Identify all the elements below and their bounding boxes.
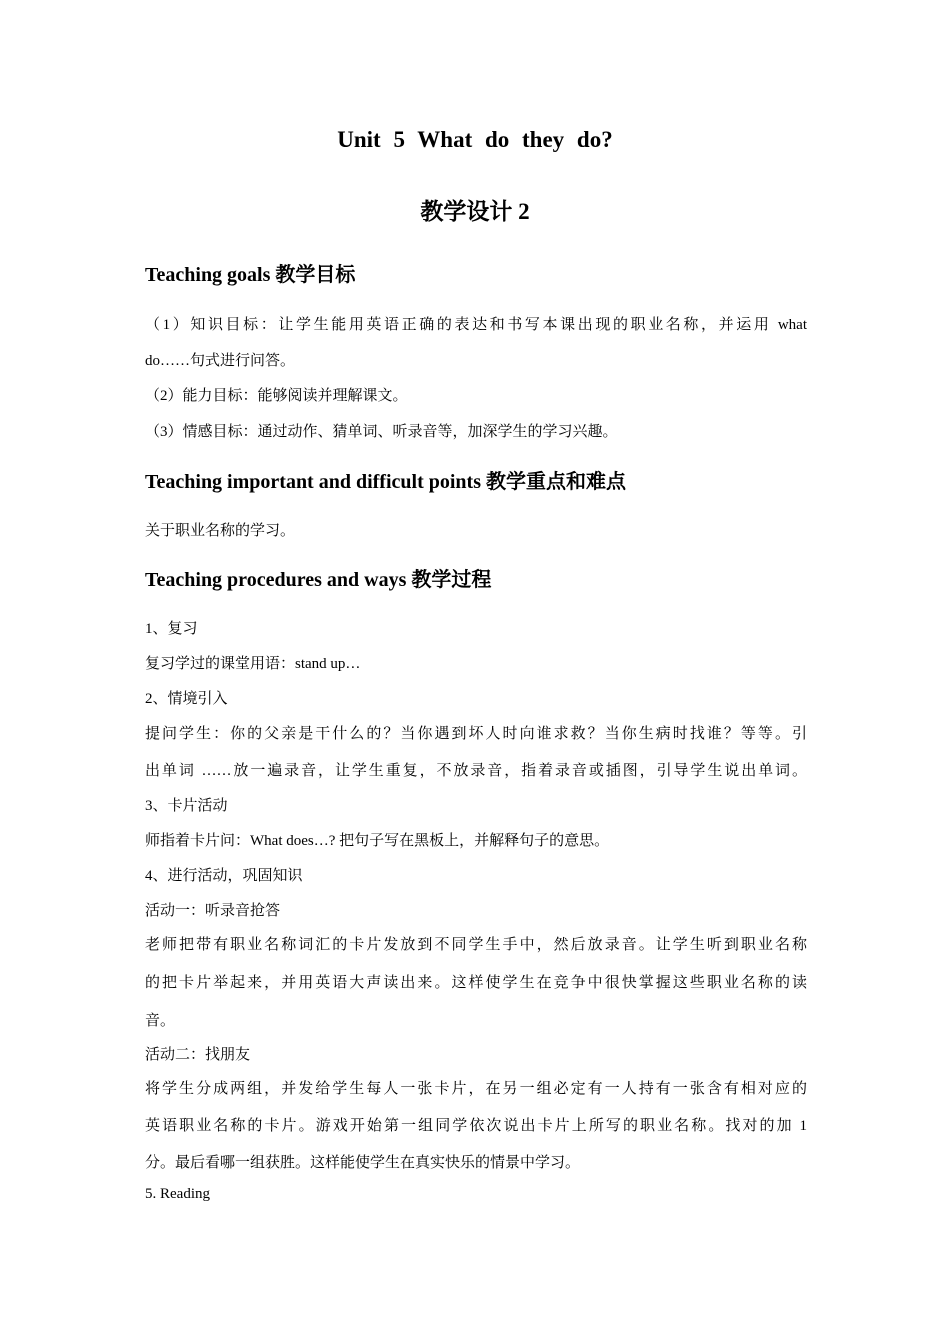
procedure-line: 活动二：找朋友 <box>145 1047 251 1063</box>
points-line-1: 关于职业名称的学习。 <box>145 523 296 539</box>
goal-line-3: （2）能力目标：能够阅读并理解课文。 <box>145 388 408 404</box>
document-subtitle: 教学设计 2 <box>420 199 530 224</box>
goal-line-1: （1）知识目标：让学生能用英语正确的表达和书写本课出现的职业名称，并运用 what <box>145 317 807 333</box>
procedure-line: 活动一：听录音抢答 <box>145 903 281 919</box>
procedure-line: 音。 <box>145 1013 176 1029</box>
procedure-line: 3、卡片活动 <box>145 798 228 814</box>
procedure-line: 提问学生：你的父亲是干什么的？当你遇到坏人时向谁求救？当你生病时找谁？等等。引 <box>145 726 807 742</box>
procedure-line: 分。最后看哪一组获胜。这样能使学生在真实快乐的情景中学习。 <box>145 1155 581 1171</box>
procedure-line: 1、复习 <box>145 621 198 637</box>
goal-line-2: do……句式进行问答。 <box>145 353 296 369</box>
heading-procedures: Teaching procedures and ways 教学过程 <box>145 569 492 591</box>
procedure-line: 英语职业名称的卡片。游戏开始第一组同学依次说出卡片上所写的职业名称。找对的加 1 <box>145 1118 807 1134</box>
procedure-line: 将学生分成两组，并发给学生每人一张卡片，在另一组必定有一人持有一张含有相对应的 <box>145 1081 807 1097</box>
procedure-line: 2、情境引入 <box>145 691 228 707</box>
heading-important-points: Teaching important and difficult points 教学重点和难点 <box>145 471 626 493</box>
heading-teaching-goals: Teaching goals 教学目标 <box>145 264 356 286</box>
procedure-line: 老师把带有职业名称词汇的卡片发放到不同学生手中，然后放录音。让学生听到职业名称 <box>145 937 807 953</box>
goal-line-4: （3）情感目标：通过动作、猜单词、听录音等，加深学生的学习兴趣。 <box>145 424 618 440</box>
procedure-line: 4、进行活动，巩固知识 <box>145 868 303 884</box>
procedure-line: 5. Reading <box>145 1186 210 1202</box>
procedure-line: 师指着卡片问：What does…? 把句子写在黑板上，并解释句子的意思。 <box>145 833 610 849</box>
document-title: Unit 5 What do they do? <box>337 127 613 152</box>
procedure-line: 出单词 ……放一遍录音，让学生重复，不放录音，指着录音或插图，引导学生说出单词。 <box>145 763 807 779</box>
procedure-line: 复习学过的课堂用语：stand up… <box>145 656 361 672</box>
procedure-line: 的把卡片举起来，并用英语大声读出来。这样使学生在竞争中很快掌握这些职业名称的读 <box>145 975 807 991</box>
